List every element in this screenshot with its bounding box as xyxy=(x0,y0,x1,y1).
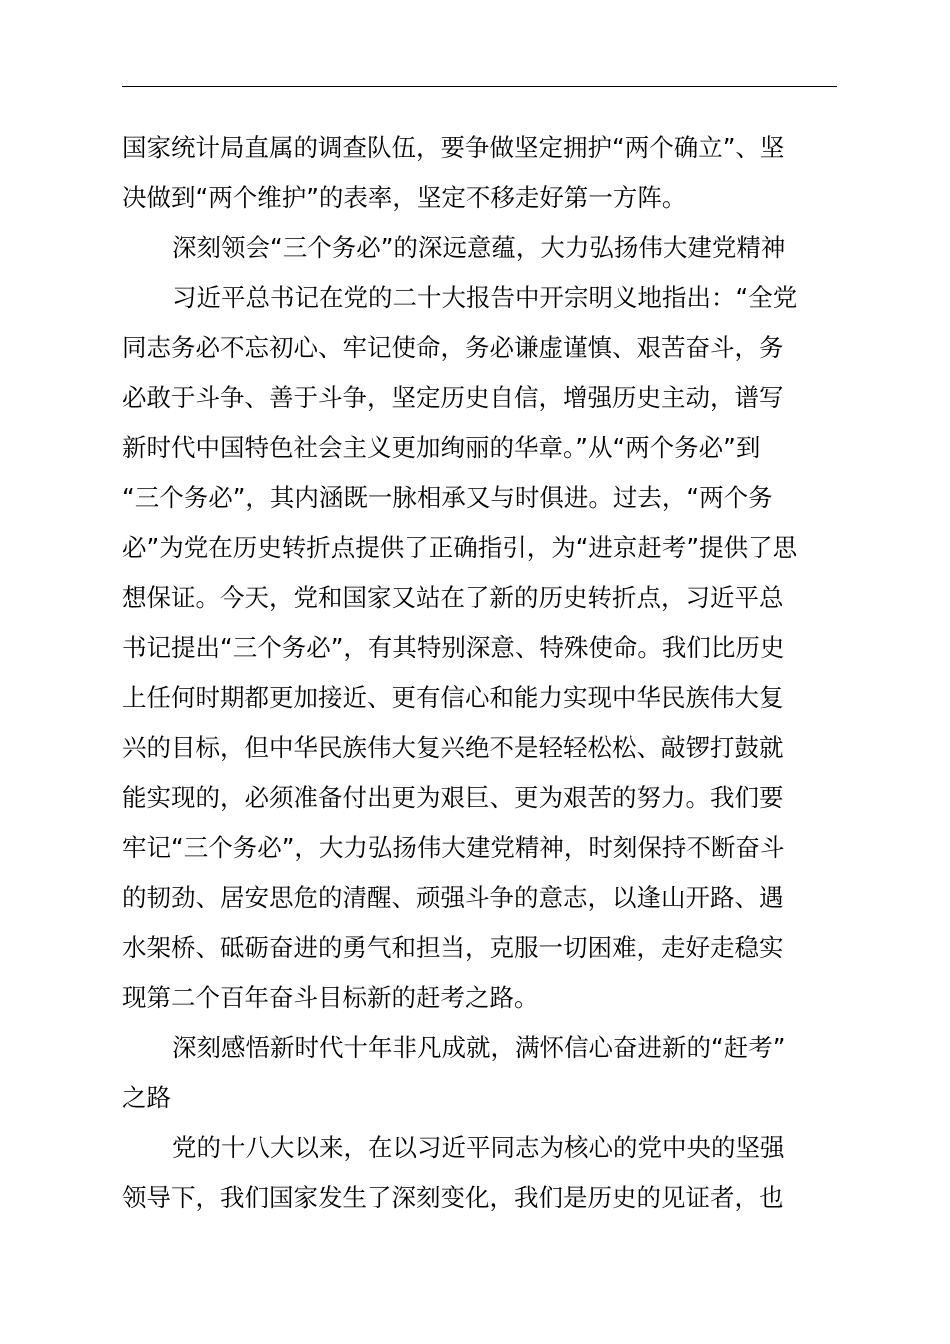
text-line: 的韧劲、居安思危的清醒、顽强斗争的意志，以逢山开路、遇 xyxy=(122,883,784,912)
body-text xyxy=(122,123,837,1223)
text-line: 领导下，我们国家发生了深刻变化，我们是历史的见证者，也 xyxy=(122,1183,784,1212)
text-line: 深刻感悟新时代十年非凡成就，满怀信心奋进新的“赶考” xyxy=(172,1033,786,1062)
text-line: 习近平总书记在党的二十大报告中开宗明义地指出：“全党 xyxy=(172,283,798,312)
text-line: “三个务必”，其内涵既一脉相承又与时俱进。过去，“两个务 xyxy=(122,483,773,512)
text-line: 决做到“两个维护”的表率，坚定不移走好第一方阵。 xyxy=(122,183,687,212)
text-line: 牢记“三个务必”，大力弘扬伟大建党精神，时刻保持不断奋斗 xyxy=(122,833,785,862)
text-line: 现第二个百年奋斗目标新的赶考之路。 xyxy=(122,983,539,1012)
text-line: 深刻领会“三个务必”的深远意蕴，大力弘扬伟大建党精神 xyxy=(172,233,786,262)
text-line: 能实现的，必须准备付出更为艰巨、更为艰苦的努力。我们要 xyxy=(122,783,784,812)
text-line: 书记提出“三个务必”，有其特别深意、特殊使命。我们比历史 xyxy=(122,633,785,662)
header-rule xyxy=(122,86,837,87)
text-line: 必”为党在历史转折点提供了正确指引，为“进京赶考”提供了思 xyxy=(122,533,798,562)
text-line: 兴的目标，但中华民族伟大复兴绝不是轻轻松松、敲锣打鼓就 xyxy=(122,733,784,762)
text-line: 新时代中国特色社会主义更加绚丽的华章。”从“两个务必”到 xyxy=(122,433,761,462)
text-line: 水架桥、砥砺奋进的勇气和担当，克服一切困难，走好走稳实 xyxy=(122,933,784,962)
text-line: 上任何时期都更加接近、更有信心和能力实现中华民族伟大复 xyxy=(122,683,784,712)
text-line: 国家统计局直属的调查队伍，要争做坚定拥护“两个确立”、坚 xyxy=(122,133,785,162)
text-line: 想保证。今天，党和国家又站在了新的历史转折点，习近平总 xyxy=(122,583,784,612)
text-line: 之路 xyxy=(122,1083,171,1112)
text-line: 党的十八大以来，在以习近平同志为核心的党中央的坚强 xyxy=(172,1133,785,1162)
text-line: 必敢于斗争、善于斗争，坚定历史自信，增强历史主动，谱写 xyxy=(122,383,784,412)
text-line: 同志务必不忘初心、牢记使命，务必谦虚谨慎、艰苦奋斗，务 xyxy=(122,333,784,362)
